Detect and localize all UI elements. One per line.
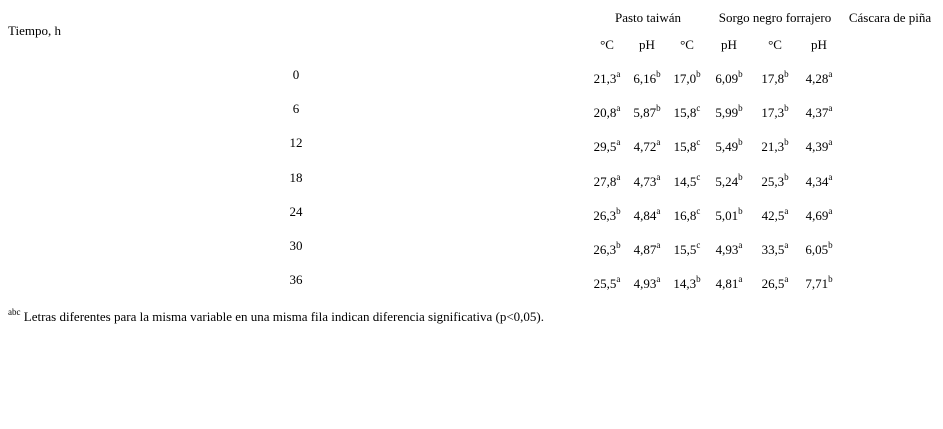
- value-cell: [715, 171, 743, 190]
- cell-value: 4,84: [633, 208, 657, 223]
- cell-value: 5,49: [715, 139, 739, 154]
- value-cell: [633, 273, 661, 292]
- significance-letter: a: [656, 239, 661, 250]
- significance-letter: a: [828, 68, 833, 79]
- cell-value: 42,5: [761, 208, 785, 223]
- footnote: [8, 306, 545, 325]
- significance-letter: b: [738, 136, 743, 147]
- significance-letter: a: [784, 205, 789, 216]
- significance-letter: a: [656, 136, 661, 147]
- significance-letter: b: [738, 205, 743, 216]
- cell-value: 5,01: [715, 208, 739, 223]
- significance-letter: a: [616, 102, 621, 113]
- value-cell: [633, 136, 661, 155]
- significance-letter: a: [616, 136, 621, 147]
- value-cell: [673, 171, 701, 190]
- ph-subheader: pH: [721, 37, 737, 52]
- value-cell: [593, 102, 621, 121]
- value-cell: [673, 205, 701, 224]
- value-cell: [761, 205, 789, 224]
- cell-value: 4,28: [805, 71, 829, 86]
- significance-letter: b: [828, 239, 833, 250]
- value-cell: [593, 239, 621, 258]
- value-cell: [805, 239, 833, 258]
- significance-letter: a: [784, 239, 789, 250]
- cell-value: 4,87: [633, 242, 657, 257]
- significance-letter: a: [828, 102, 833, 113]
- time-cell: 12: [289, 135, 303, 150]
- cell-value: 4,93: [715, 242, 739, 257]
- cell-value: 21,3: [761, 139, 785, 154]
- cell-value: 4,69: [805, 208, 829, 223]
- cell-value: 7,71: [805, 276, 829, 291]
- value-cell: [593, 171, 621, 190]
- time-cell: 6: [292, 101, 300, 116]
- significance-letter: c: [696, 205, 701, 216]
- value-cell: [673, 136, 701, 155]
- value-cell: [805, 136, 833, 155]
- value-cell: [761, 273, 789, 292]
- value-cell: [761, 102, 789, 121]
- cell-value: 17,3: [761, 105, 785, 120]
- ph-subheader: pH: [811, 37, 827, 52]
- cell-value: 4,72: [633, 139, 657, 154]
- significance-letter: a: [656, 171, 661, 182]
- significance-letter: c: [696, 239, 701, 250]
- cell-value: 6,09: [715, 71, 739, 86]
- cell-value: 26,3: [593, 208, 617, 223]
- significance-letter: b: [616, 239, 621, 250]
- cell-value: 4,73: [633, 174, 657, 189]
- significance-letter: a: [784, 273, 789, 284]
- significance-letter: b: [784, 136, 789, 147]
- value-cell: [633, 239, 661, 258]
- value-cell: [715, 68, 743, 87]
- cell-value: 5,99: [715, 105, 739, 120]
- cell-value: 21,3: [593, 71, 617, 86]
- significance-letter: b: [784, 68, 789, 79]
- value-cell: [715, 205, 743, 224]
- value-cell: [805, 68, 833, 87]
- group-header: Pasto taiwán: [614, 10, 682, 25]
- value-cell: [761, 136, 789, 155]
- value-cell: [633, 205, 661, 224]
- significance-letter: b: [656, 68, 661, 79]
- value-cell: [673, 239, 701, 258]
- temperature-subheader: °C: [680, 37, 694, 52]
- value-cell: [673, 273, 701, 292]
- footnote-text: Letras diferentes para la misma variable en una misma fila indican diferencia significativa (p<0,05).: [23, 309, 545, 324]
- cell-value: 25,3: [761, 174, 785, 189]
- value-cell: [715, 136, 743, 155]
- cell-value: 16,8: [673, 208, 697, 223]
- cell-value: 14,5: [673, 174, 697, 189]
- cell-value: 17,8: [761, 71, 785, 86]
- value-cell: [673, 102, 701, 121]
- cell-value: 4,93: [633, 276, 657, 291]
- cell-value: 6,05: [805, 242, 829, 257]
- cell-value: 20,8: [593, 105, 617, 120]
- significance-letter: c: [696, 136, 701, 147]
- significance-letter: a: [828, 205, 833, 216]
- significance-letter: a: [738, 239, 743, 250]
- value-cell: [633, 171, 661, 190]
- value-cell: [593, 273, 621, 292]
- cell-value: 15,5: [673, 242, 697, 257]
- significance-letter: a: [616, 171, 621, 182]
- significance-letter: a: [616, 273, 621, 284]
- cell-value: 5,87: [633, 105, 657, 120]
- cell-value: 25,5: [593, 276, 617, 291]
- value-cell: [805, 171, 833, 190]
- time-column-header: Tiempo, h: [8, 23, 61, 38]
- significance-letter: b: [828, 273, 833, 284]
- time-cell: 24: [289, 204, 303, 219]
- temperature-subheader: °C: [768, 37, 782, 52]
- time-cell: 36: [289, 272, 303, 287]
- ph-subheader: pH: [639, 37, 655, 52]
- value-cell: [761, 68, 789, 87]
- significance-letter: a: [616, 68, 621, 79]
- value-cell: [593, 68, 621, 87]
- cell-value: 29,5: [593, 139, 617, 154]
- time-cell: 0: [292, 67, 300, 82]
- value-cell: [805, 102, 833, 121]
- significance-letter: a: [656, 273, 661, 284]
- value-cell: [715, 239, 743, 258]
- value-cell: [593, 136, 621, 155]
- value-cell: [633, 68, 661, 87]
- value-cell: [715, 102, 743, 121]
- value-cell: [633, 102, 661, 121]
- value-cell: [805, 205, 833, 224]
- cell-value: 33,5: [761, 242, 785, 257]
- cell-value: 26,5: [761, 276, 785, 291]
- temperature-subheader: °C: [600, 37, 614, 52]
- significance-letter: b: [784, 171, 789, 182]
- significance-letter: b: [616, 205, 621, 216]
- cell-value: 15,8: [673, 105, 697, 120]
- significance-letter: b: [696, 68, 701, 79]
- significance-letter: b: [784, 102, 789, 113]
- cell-value: 26,3: [593, 242, 617, 257]
- cell-value: 5,24: [715, 174, 739, 189]
- value-cell: [761, 171, 789, 190]
- value-cell: [761, 239, 789, 258]
- value-cell: [593, 205, 621, 224]
- cell-value: 4,37: [805, 105, 829, 120]
- time-cell: 30: [289, 238, 303, 253]
- significance-letter: a: [738, 273, 743, 284]
- cell-value: 4,39: [805, 139, 829, 154]
- cell-value: 15,8: [673, 139, 697, 154]
- cell-value: 14,3: [673, 276, 697, 291]
- footnote-marker: abc: [8, 306, 21, 317]
- significance-letter: b: [696, 273, 701, 284]
- significance-letter: b: [738, 102, 743, 113]
- significance-letter: a: [656, 205, 661, 216]
- group-header: Cáscara de piña: [848, 10, 932, 25]
- significance-letter: a: [828, 171, 833, 182]
- cell-value: 27,8: [593, 174, 617, 189]
- value-cell: [715, 273, 743, 292]
- value-cell: [805, 273, 833, 292]
- significance-letter: b: [738, 171, 743, 182]
- cell-value: 4,34: [805, 174, 829, 189]
- time-cell: 18: [289, 170, 303, 185]
- cell-value: 4,81: [715, 276, 739, 291]
- significance-letter: b: [656, 102, 661, 113]
- value-cell: [673, 68, 701, 87]
- significance-letter: b: [738, 68, 743, 79]
- cell-value: 17,0: [673, 71, 697, 86]
- significance-letter: a: [828, 136, 833, 147]
- cell-value: 6,16: [633, 71, 657, 86]
- significance-letter: c: [696, 171, 701, 182]
- group-header: Sorgo negro forrajero: [718, 10, 832, 25]
- significance-letter: c: [696, 102, 701, 113]
